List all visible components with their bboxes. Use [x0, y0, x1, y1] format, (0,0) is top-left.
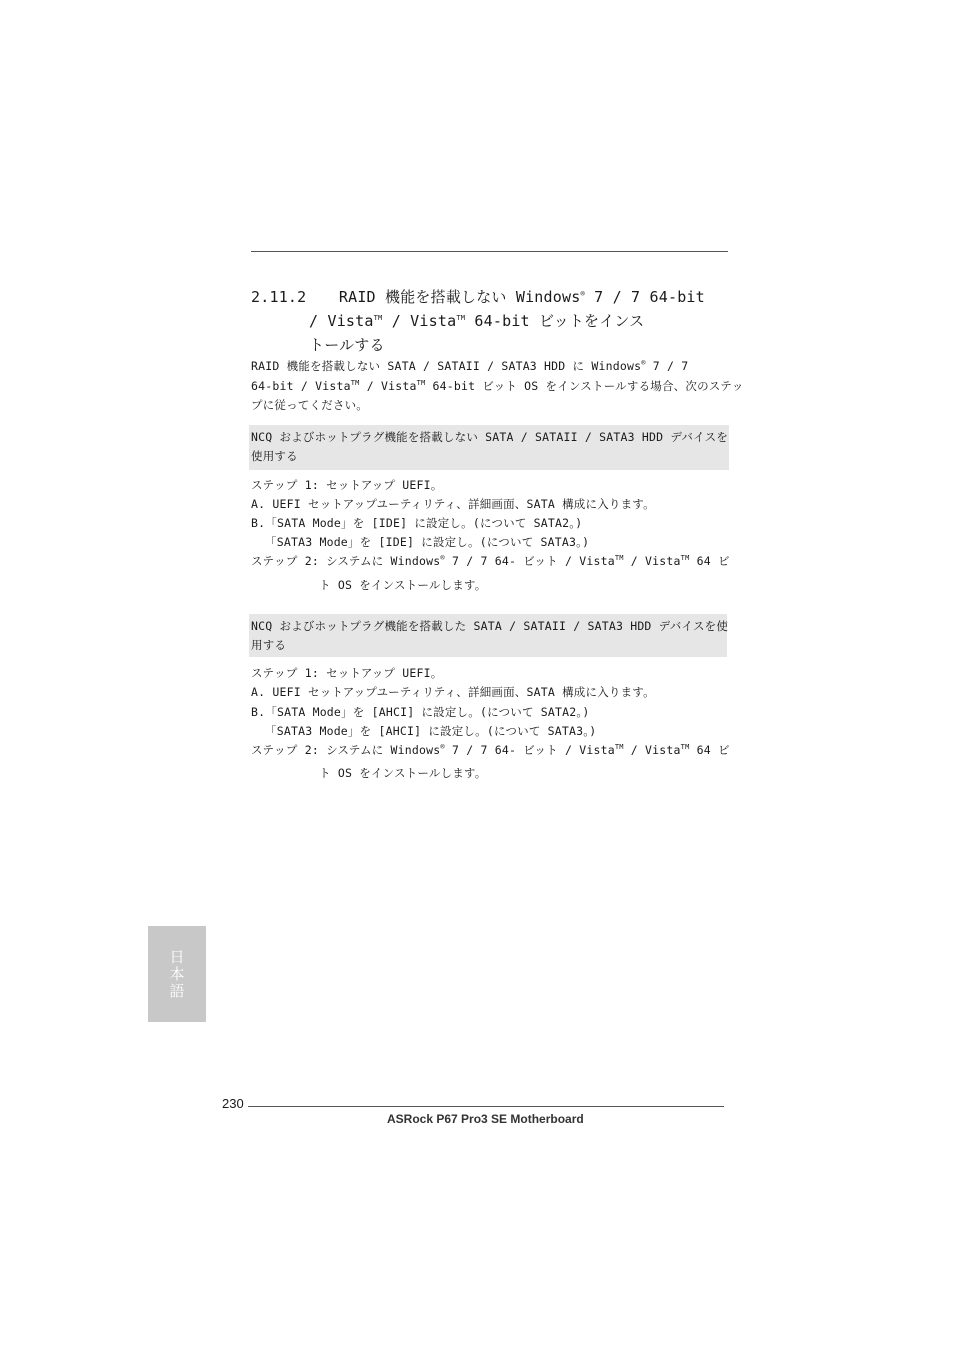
step-a: A. UEFI セットアップユーティリティ、詳細画面、SATA 構成に入ります。 [251, 685, 655, 699]
registered-mark: ® [641, 359, 646, 368]
step2-text: / Vista [623, 554, 681, 568]
intro-text: RAID 機能を搭載しない SATA / SATAII / SATA3 HDD に Windows [251, 359, 642, 373]
heading-text: / Vista [309, 312, 374, 330]
note-box-line1: NCQ およびホットプラグ機能を搭載した SATA / SATAII / SATA3 HDD デバイスを使 [251, 619, 729, 633]
step2-text: 7 / 7 64- ビット / Vista [444, 743, 615, 757]
step2 [251, 553, 730, 569]
note-box-line2: 用する [251, 638, 287, 652]
trademark-mark: TM [373, 314, 383, 322]
step2-text: 64 ビ [689, 554, 730, 568]
heading-text: 64-bit ビットをインス [465, 312, 645, 330]
top-divider [251, 251, 728, 252]
intro-text: / Vista [359, 379, 417, 393]
trademark-mark: TM [614, 554, 624, 563]
step2-continued: ト OS をインストールします。 [319, 766, 487, 780]
page-number: 230 [222, 1096, 244, 1111]
step-a: A. UEFI セットアップユーティリティ、詳細画面、SATA 構成に入ります。 [251, 497, 655, 511]
trademark-mark: TM [350, 379, 360, 388]
step2 [251, 742, 730, 758]
step1: ステップ 1: セットアップ UEFI。 [251, 666, 443, 680]
step2-continued: ト OS をインストールします。 [319, 578, 487, 592]
step-b: B.「SATA Mode」を [IDE] に設定し。(について SATA2。) [251, 516, 583, 530]
trademark-mark: TM [614, 743, 624, 752]
trademark-mark: TM [456, 314, 466, 322]
section-number: 2.11.2 [251, 288, 307, 306]
intro-text: 7 / 7 [645, 359, 689, 373]
registered-mark: ® [440, 554, 445, 563]
step2-text: / Vista [623, 743, 681, 757]
note-box-line2: 使用する [251, 449, 298, 463]
section-heading-line3 [309, 334, 385, 355]
intro-line1 [251, 358, 688, 374]
step2-text: ステップ 2: システムに Windows [251, 743, 441, 757]
step1: ステップ 1: セットアップ UEFI。 [251, 478, 443, 492]
trademark-mark: TM [680, 554, 690, 563]
trademark-mark: TM [680, 743, 690, 752]
intro-text: 64-bit ビット OS をインストールする場合、次のステッ [425, 379, 744, 393]
registered-mark: ® [440, 743, 445, 752]
heading-text: トールする [309, 336, 385, 354]
intro-text: 64-bit / Vista [251, 379, 351, 393]
section-heading-line1 [251, 286, 705, 307]
heading-text: / Vista [382, 312, 457, 330]
footer-title: ASRock P67 Pro3 SE Motherboard [387, 1112, 584, 1126]
step2-text: 64 ビ [689, 743, 730, 757]
intro-text: プに従ってください。 [251, 398, 368, 412]
intro-line3 [251, 397, 368, 413]
step-b: B.「SATA Mode」を [AHCI] に設定し。(について SATA2。) [251, 705, 590, 719]
section-heading-line2 [309, 310, 644, 331]
step-b2: 「SATA3 Mode」を [IDE] に設定し。(について SATA3。) [265, 535, 590, 549]
heading-text-tail: 7 / 7 64-bit [584, 288, 705, 306]
language-tab [148, 926, 206, 1022]
footer-divider [248, 1106, 724, 1107]
trademark-mark: TM [416, 379, 426, 388]
language-tab-label: 日本語 [167, 948, 186, 1000]
step2-text: ステップ 2: システムに Windows [251, 554, 441, 568]
registered-mark: ® [580, 290, 585, 298]
step2-text: 7 / 7 64- ビット / Vista [444, 554, 615, 568]
heading-text: RAID 機能を搭載しない Windows [338, 288, 581, 306]
intro-line2 [251, 378, 744, 394]
step-b2: 「SATA3 Mode」を [AHCI] に設定し。(について SATA3。) [265, 724, 597, 738]
note-box-line1: NCQ およびホットプラグ機能を搭載しない SATA / SATAII / SATA3 HDD デバイスを [251, 430, 729, 444]
